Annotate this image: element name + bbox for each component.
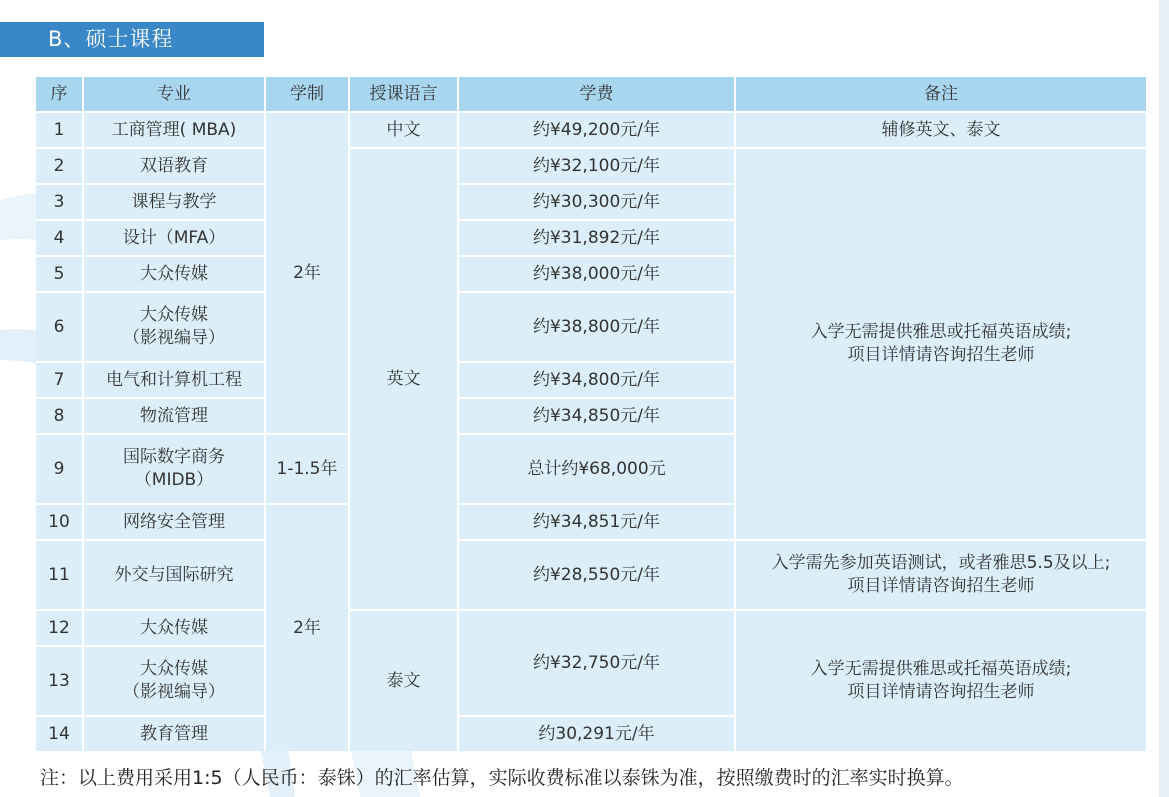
row-number: 1 [36, 113, 82, 147]
major-cell: 工商管理( MBA) [84, 113, 264, 147]
row-number: 6 [36, 293, 82, 361]
fee-cell: 约¥38,800元/年 [459, 293, 734, 361]
row-number: 4 [36, 221, 82, 255]
major-cell: 大众传媒 （影视编导） [84, 293, 264, 361]
footnote: 注：以上费用采用1:5（人民币：泰铢）的汇率估算，实际收费标准以泰铢为准，按照缴费时的汇率实时换算。 [40, 767, 964, 789]
major-cell: 大众传媒 [84, 257, 264, 291]
remark-cell: 入学需先参加英语测试，或者雅思5.5及以上; 项目详情请咨询招生老师 [736, 541, 1146, 609]
fee-cell: 约¥38,000元/年 [459, 257, 734, 291]
fee-cell: 约¥31,892元/年 [459, 221, 734, 255]
major-cell: 国际数字商务 （MIDB） [84, 435, 264, 503]
header-major: 专业 [84, 77, 264, 111]
major-cell: 外交与国际研究 [84, 541, 264, 609]
row-number: 13 [36, 647, 82, 715]
row-number: 10 [36, 505, 82, 539]
remark-cell: 入学无需提供雅思或托福英语成绩; 项目详情请咨询招生老师 [736, 611, 1146, 751]
major-cell: 双语教育 [84, 149, 264, 183]
language-cell: 中文 [350, 113, 457, 147]
row-number: 2 [36, 149, 82, 183]
row-number: 7 [36, 363, 82, 397]
header-fee: 学费 [459, 77, 734, 111]
header-no: 序 [36, 77, 82, 111]
row-number: 3 [36, 185, 82, 219]
fee-cell: 约¥49,200元/年 [459, 113, 734, 147]
section-title: B、硕士课程 [48, 27, 174, 51]
row-number: 14 [36, 717, 82, 751]
row-number: 12 [36, 611, 82, 645]
section-header [0, 22, 264, 57]
fee-cell: 约¥34,851元/年 [459, 505, 734, 539]
master-programs-table [36, 77, 1146, 751]
duration-cell: 1-1.5年 [266, 435, 348, 503]
major-cell: 大众传媒 [84, 611, 264, 645]
row-number: 5 [36, 257, 82, 291]
fee-cell: 约¥30,300元/年 [459, 185, 734, 219]
major-cell: 电气和计算机工程 [84, 363, 264, 397]
major-cell: 网络安全管理 [84, 505, 264, 539]
duration-cell: 2年 [266, 505, 348, 751]
row-number: 9 [36, 435, 82, 503]
fee-cell: 约¥34,850元/年 [459, 399, 734, 433]
major-cell: 课程与教学 [84, 185, 264, 219]
right-edge-strip [1159, 0, 1169, 797]
row-number: 11 [36, 541, 82, 609]
major-cell: 教育管理 [84, 717, 264, 751]
language-cell: 泰文 [350, 611, 457, 751]
major-cell: 大众传媒 （影视编导） [84, 647, 264, 715]
header-remark: 备注 [736, 77, 1146, 111]
remark-cell: 入学无需提供雅思或托福英语成绩; 项目详情请咨询招生老师 [736, 149, 1146, 539]
header-language: 授课语言 [350, 77, 457, 111]
header-duration: 学制 [266, 77, 348, 111]
fee-cell: 总计约¥68,000元 [459, 435, 734, 503]
major-cell: 设计（MFA） [84, 221, 264, 255]
row-number: 8 [36, 399, 82, 433]
major-cell: 物流管理 [84, 399, 264, 433]
remark-cell: 辅修英文、泰文 [736, 113, 1146, 147]
fee-cell: 约¥32,100元/年 [459, 149, 734, 183]
fee-cell: 约¥32,750元/年 [459, 611, 734, 715]
fee-cell: 约30,291元/年 [459, 717, 734, 751]
fee-cell: 约¥34,800元/年 [459, 363, 734, 397]
language-cell: 英文 [350, 149, 457, 609]
fee-cell: 约¥28,550元/年 [459, 541, 734, 609]
duration-cell: 2年 [266, 113, 348, 433]
